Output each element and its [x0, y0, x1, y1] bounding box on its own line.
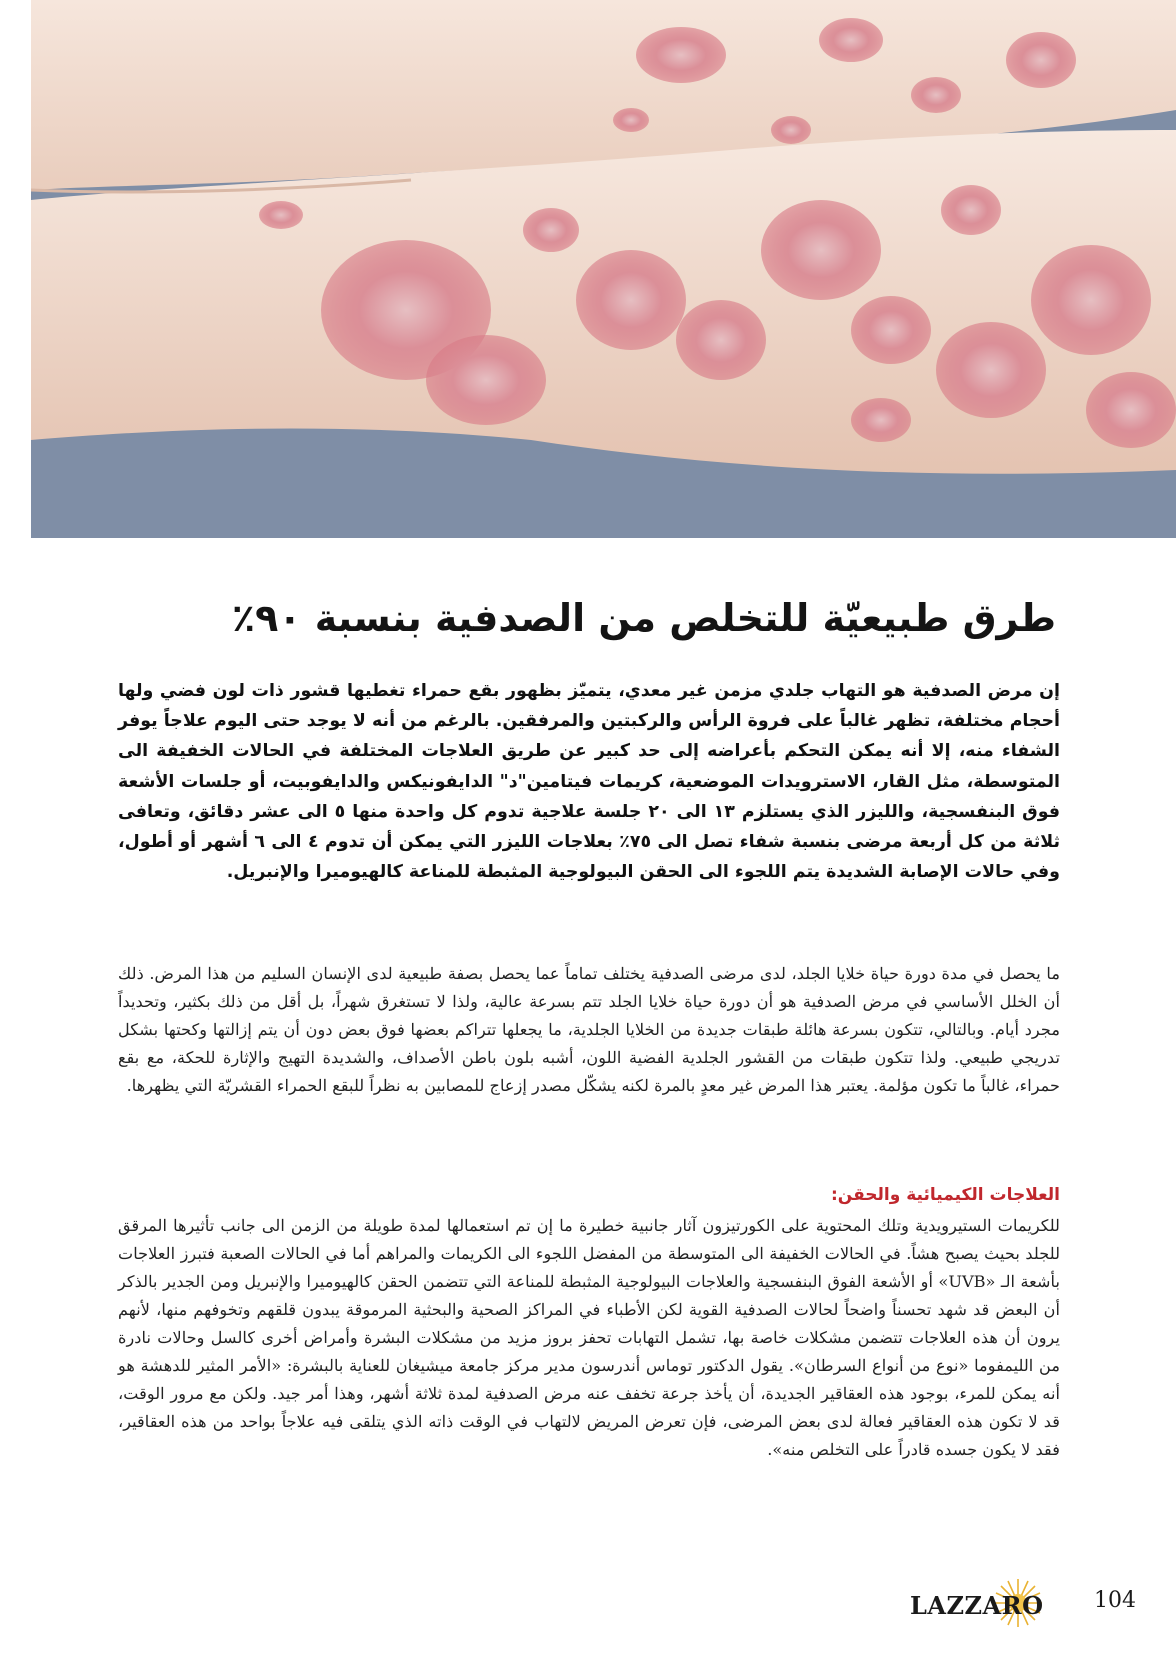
psoriasis-photo-illustration	[31, 0, 1176, 538]
brand-name: LAZZARO	[910, 1591, 1044, 1620]
section-heading: العلاجات الكيميائية والحقن:	[830, 1185, 1060, 1205]
page-number: 104	[1094, 1588, 1136, 1613]
brand-logo	[910, 1583, 1050, 1633]
article-photo	[31, 0, 1176, 538]
article-intro: إن مرض الصدفية هو التهاب جلدي مزمن غير معدي، يتميّز بظهور بقع حمراء تغطيها قشور ذات لون فضي ولها أحجام مختلفة، تظهر غالباً على فروة الرأس والركبتين والمرفقين. بالرغم من أنه لا يوجد حتى اليوم علاجاً يوفر الشفاء منه، إلا أنه يمكن التحكم بأعراضه إلى حد كبير عن طريق العلاجات المختلفة في الحالات الخفيفة الى المتوسطة، مثل القار، الاسترويدات الموضعية، كريمات فيتامين"د" الدايفونيكس والدايفوبيت، أو جلسات الأشعة فوق البنفسجية، والليزر الذي يستلزم ١٣ الى ٢٠ جلسة علاجية تدوم كل واحدة منها ٥ الى عشر دقائق، وتعافى ثلاثة من كل أربعة مرضى بنسبة شفاء تصل الى ٧٥٪ بعلاجات الليزر التي يمكن أن تدوم ٤ الى ٦ أشهر أو أطول، وفي حالات الإصابة الشديدة يتم اللجوء الى الحقن البيولوجية المثبطة للمناعة كالهيوميرا والإنبريل.	[118, 681, 1060, 883]
article-paragraph-2: للكريمات الستيرويدية وتلك المحتوية على الكورتيزون آثار جانبية خطيرة ما إن تم استعمالها لمدة طويلة من الزمن الى جانب تأثيرها المرقق للجلد بحيث يصبح هشاً. في الحالات الخفيفة الى المتوسطة من المفضل اللجوء الى الكريمات والمراهم أما في الحالات الصعبة فتبرز العلاجات بأشعة الـ «UVB» أو الأشعة الفوق البنفسجية والعلاجات البيولوجية المثبطة للمناعة التي تتضمن الحقن كالهيوميرا والإنبريل ومن الجدير بالذكر أن البعض قد شهد تحسناً واضحاً لحالات الصدفية القوية لكن الأطباء في المراكز الصحية والبحثية المرموقة يبدون قلقهم وتخوفهم منها، لأنهم يرون أن هذه العلاجات تتضمن مشكلات خاصة بها، تشمل التهابات تحفز بروز مزيد من مشكلات البشرة وأمراض أخرى كالسل وحالات نادرة من الليمفوما «نوع من أنواع السرطان». يقول الدكتور توماس أندرسون مدير مركز جامعة ميشيغان للعناية بالبشرة: «الأمر المثير للدهشة هو أنه يمكن للمرء، بوجود هذه العقاقير الجديدة، أن يأخذ جرعة تخفف عنه مرض الصدفية لمدة ثلاثة أشهر، وهذا أمر جيد. ولكن مع مرور الوقت، قد لا تكون هذه العقاقير فعالة لدى بعض المرضى، فإن تعرض المريض لالتهاب في الوقت ذاته الذي يتلقى فيه علاجاً بواحد من هذه العقاقير، فقد لا يكون جسده قادراً على التخلص منه».	[118, 1216, 1061, 1459]
article-title: طرق طبيعيّة للتخلص من الصدفية بنسبة ٩٠٪	[231, 596, 1056, 640]
article-paragraph-1: ما يحصل في مدة دورة حياة خلايا الجلد، لدى مرضى الصدفية يختلف تماماً عما يحصل بصفة طبيعية لدى الإنسان السليم من هذا المرض. ذلك أن الخلل الأساسي في مرض الصدفية هو أن دورة حياة خلايا الجلد تتم بسرعة عالية، ولذا لا تستغرق شهراً، بل أقل من ذلك بكثير، وتحديداً مجرد أيام. وبالتالي، تتكون بسرعة هائلة طبقات جديدة من الخلايا الجلدية، ما يجعلها تتراكم بعضها فوق بعض دون أن يتم إزالتها وكحتها بشكل تدريجي طبيعي. ولذا تتكون طبقات من القشور الجلدية الفضية اللون، أشبه بلون باطن الأصداف، والشديدة التهيج والإثارة للحكة، مع بقع حمراء، غالباً ما تكون مؤلمة. يعتبر هذا المرض غير معدٍ بالمرة لكنه يشكّل مصدر إزعاج للمصابين به نظراً للبقع الحمراء القشريّة التي يظهرها.	[118, 964, 1060, 1095]
